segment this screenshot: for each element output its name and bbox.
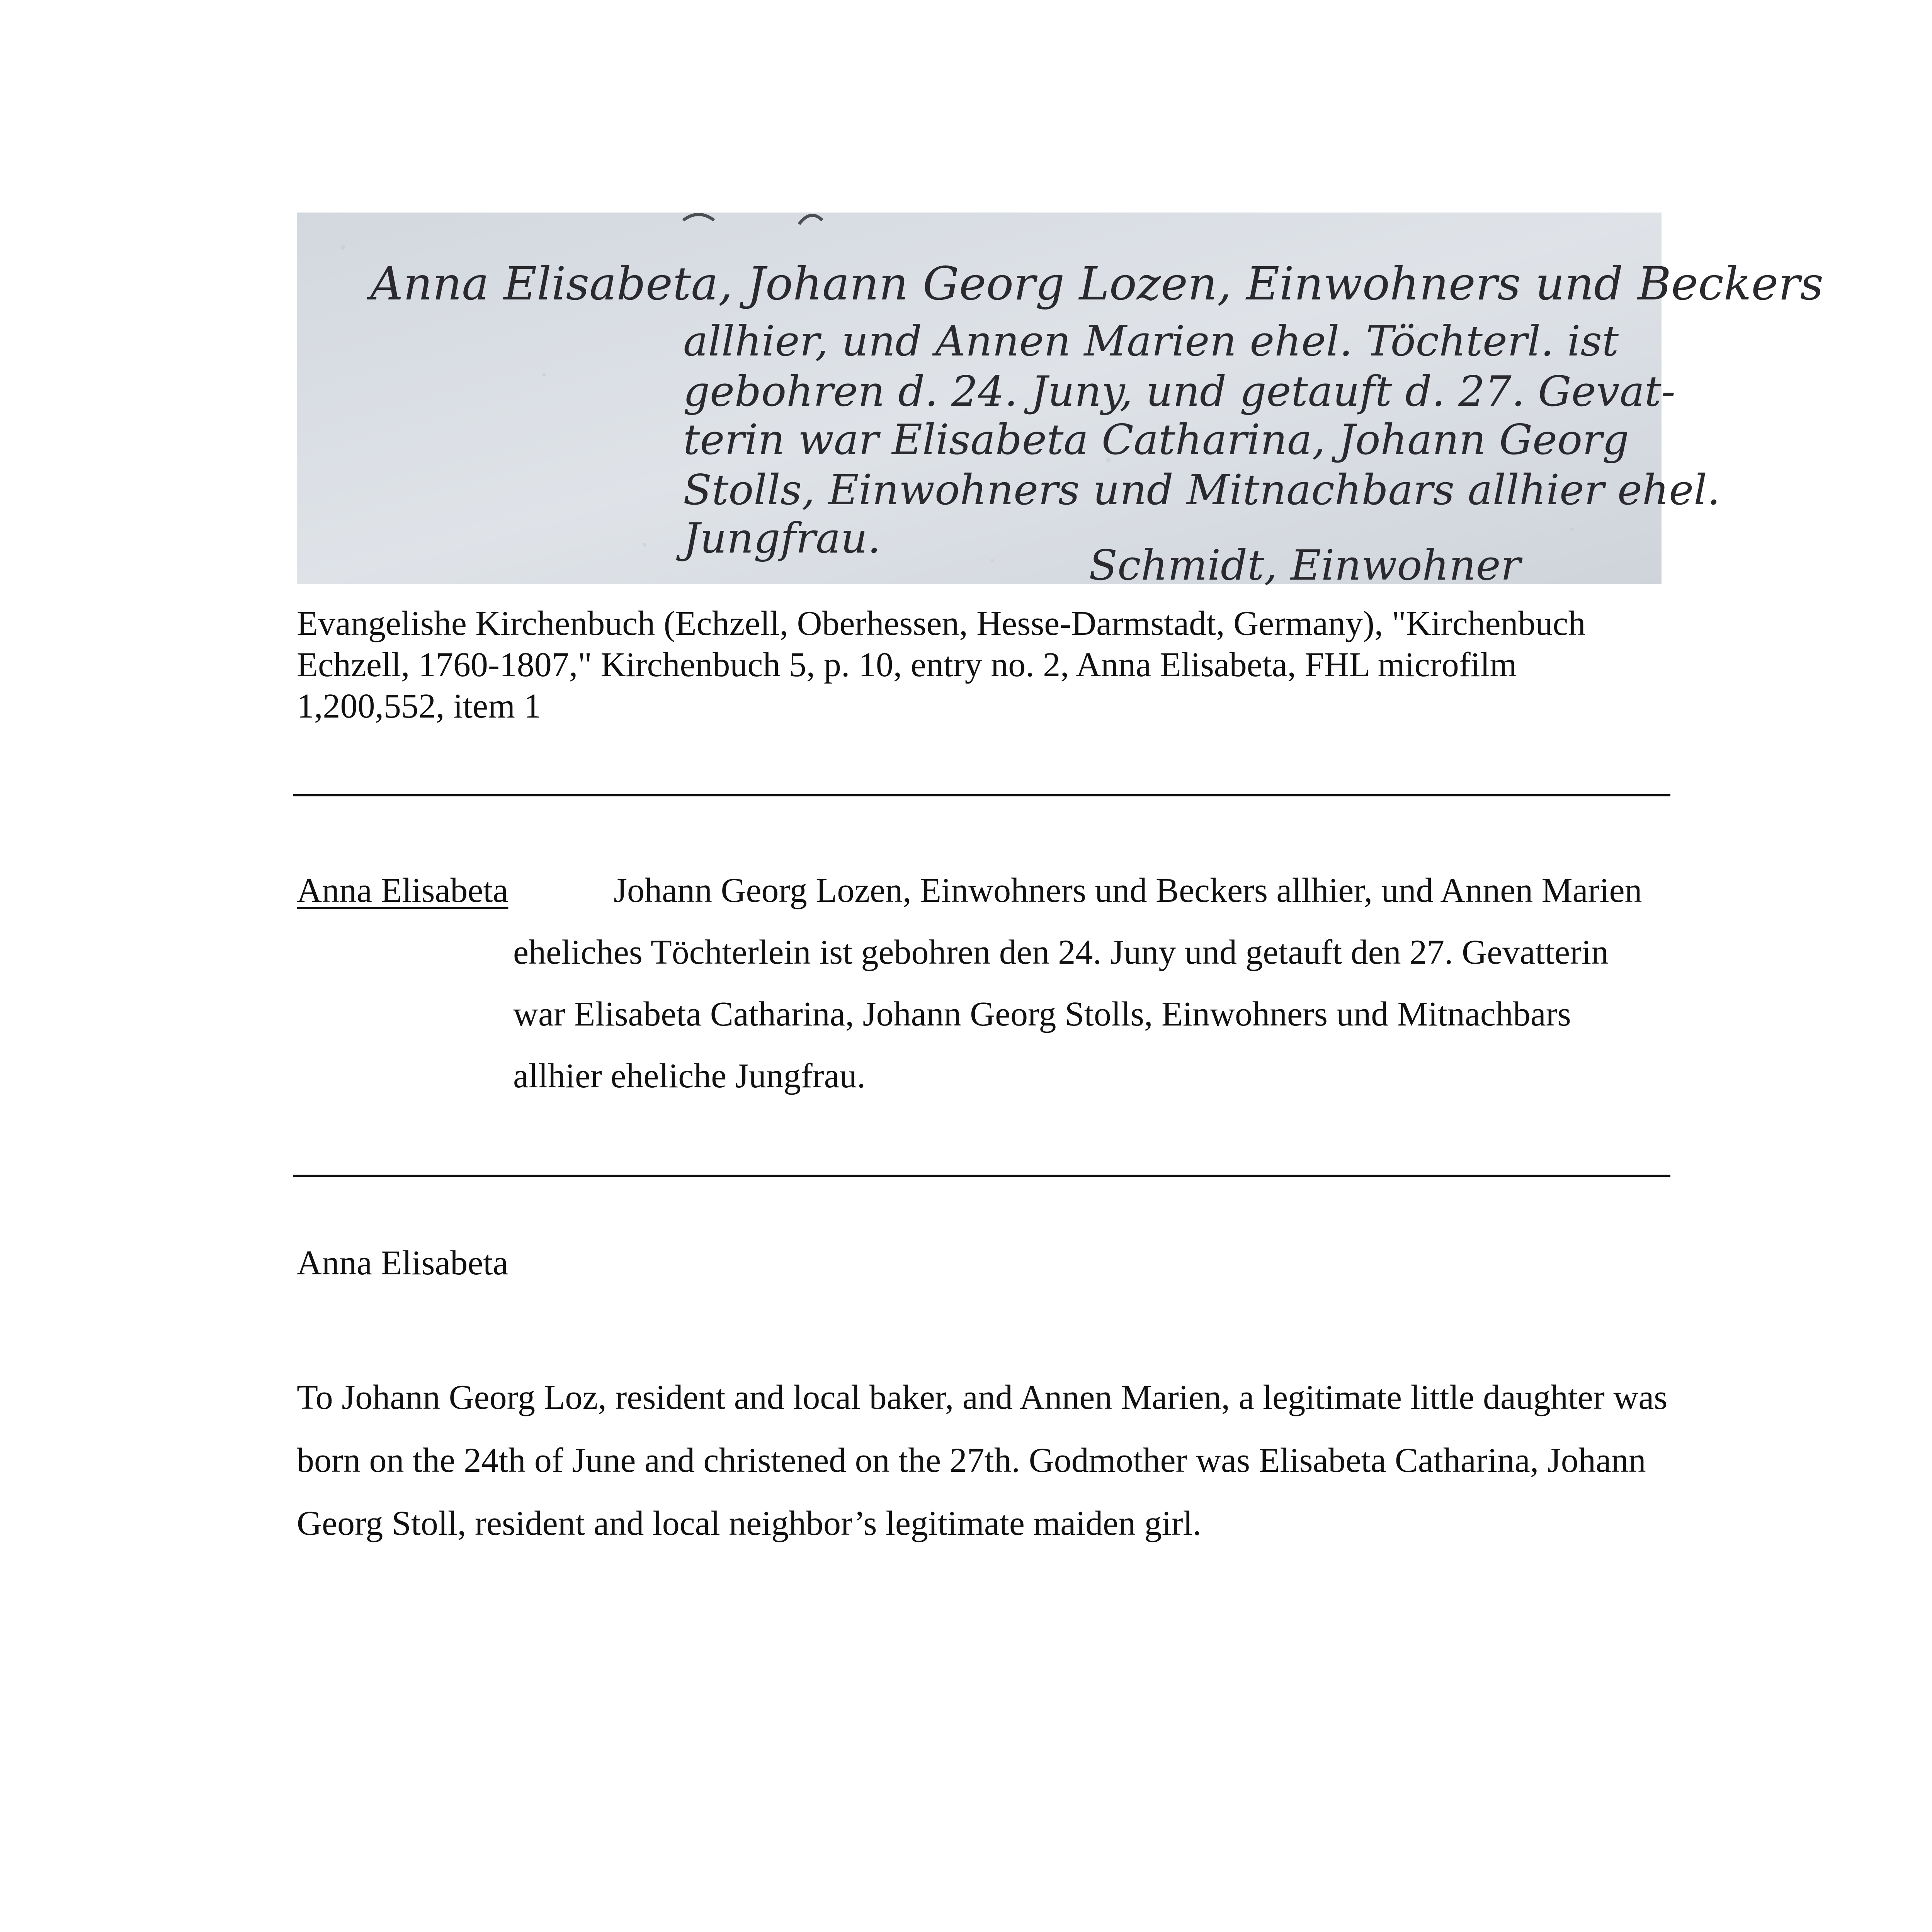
manuscript-line-5: Stolls, Einwohners und Mitnachbars allhier ehel. xyxy=(683,466,1721,514)
manuscript-line-4: terin war Elisabeta Catharina, Johann Georg xyxy=(683,416,1629,464)
translation-name: Anna Elisabeta xyxy=(297,1244,509,1282)
manuscript-line-6: Jungfrau. xyxy=(683,514,881,563)
source-citation: Evangelishe Kirchenbuch (Echzell, Oberhessen, Hesse-Darmstadt, Germany), "Kirchenbuch Echzell, 1760-1807," Kirchenbuch 5, p. 10, entry no. 2, Anna Elisabeta, FHL microfilm 1,200,552, item 1 xyxy=(297,604,1586,725)
translation-text: To Johann Georg Loz, resident and local baker, and Annen Marien, a legitimate little daughter was born on the 24th of June and christened on the 27th. Godmother was Elisabeta Catharina, Johann Georg Stoll, resident and local neighbor’s legitimate maiden girl. xyxy=(297,1378,1668,1543)
manuscript-line-3: gebohren d. 24. Juny, und getauft d. 27. Gevat- xyxy=(683,367,1675,416)
manuscript-image xyxy=(297,213,1824,590)
divider xyxy=(293,1175,1670,1177)
manuscript-line-7: Schmidt, Einwohner xyxy=(1089,541,1521,590)
manuscript-line-2: allhier, und Annen Marien ehel. Töchterl. ist xyxy=(683,317,1619,366)
divider xyxy=(293,794,1670,796)
transcription-name: Anna Elisabeta xyxy=(297,871,509,910)
transcription-text: Johann Georg Lozen, Einwohners und Beckers allhier, und Annen Marien eheliches Töchterlein ist gebohren den 24. Juny und getauft den 27. Gevatterin war Elisabeta Catharina, Johann Georg Stolls, Einwohners und Mitnachbars allhier eheliche Jungfrau. xyxy=(513,871,1642,1095)
manuscript-line-1: Anna Elisabeta, Johann Georg Lozen, Einwohners und Beckers xyxy=(370,257,1824,310)
